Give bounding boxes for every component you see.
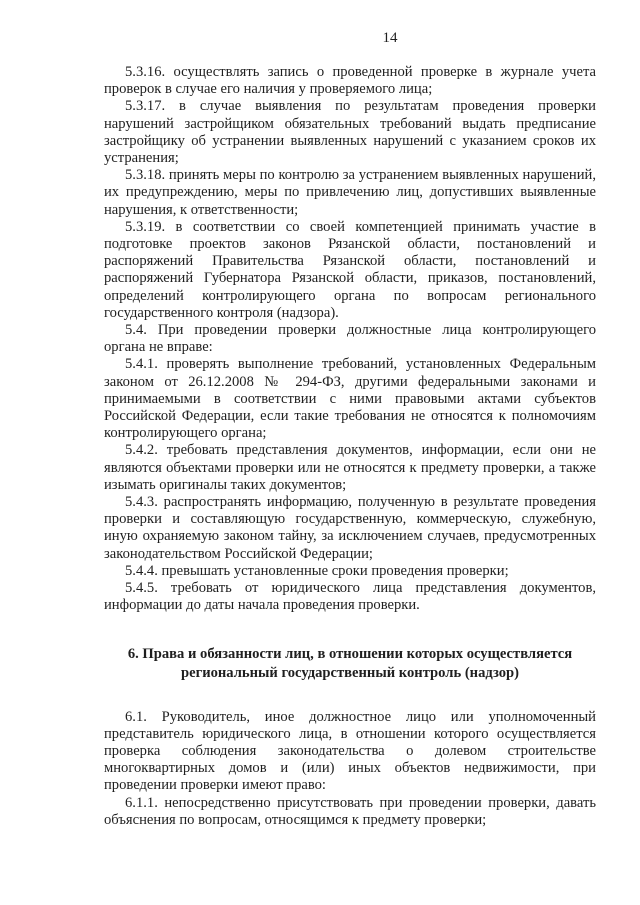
- paragraph-5-4-3: 5.4.3. распространять информацию, полученную в результате проведения проверки и составляющую государственную, коммерческую, служебную, иную охраняемую законом тайну, за исключением случаев, предусмотренных законодательством Российской Федерации;: [104, 494, 596, 562]
- paragraph-5-3-16: 5.3.16. осуществлять запись о проведенной проверке в журнале учета проверок в случае его наличия у проверяемого лица;: [104, 64, 596, 98]
- paragraph-5-4: 5.4. При проведении проверки должностные лица контролирующего органа не вправе:: [104, 322, 596, 356]
- paragraph-5-4-4: 5.4.4. превышать установленные сроки проведения проверки;: [125, 562, 509, 579]
- paragraph-6-1: 6.1. Руководитель, иное должностное лицо или уполномоченный представитель юридического лица, в отношении которого осуществляется проверка соблюдения законодательства о долевом строительстве многоквартирных домов и (или) иных объектов недвижимости, при проведении проверки имеют право:: [104, 708, 596, 794]
- page-number: 14: [382, 30, 398, 46]
- paragraph-5-3-19: 5.3.19. в соответствии со своей компетенцией принимать участие в подготовке проектов законов Рязанской области, постановлений и распоряжений Правительства Рязанской области, постановлений и распоряжений Губернатора Рязанской области, приказов, постановлений, определений контролирующего органа по вопросам регионального государственного контроля (надзора).: [104, 218, 596, 321]
- paragraph-6-1-1: 6.1.1. непосредственно присутствовать при проведении проверки, давать объяснения по вопросам, относящимся к предмету проверки;: [104, 794, 596, 828]
- paragraph-5-4-5: 5.4.5. требовать от юридического лица представления документов, информации до даты начала проведения проверки.: [104, 580, 596, 614]
- paragraph-5-3-17: 5.3.17. в случае выявления по результатам проведения проверки нарушений застройщиком обязательных требований выдать предписание застройщику об устранении выявленных нарушений с указанием сроков их устранения;: [104, 98, 596, 167]
- paragraph-5-4-1: 5.4.1. проверять выполнение требований, установленных Федеральным законом от 26.12.2008 № 294-ФЗ, другими федеральными законами и принимаемыми в соответствии с ними правовыми актами субъектов Российской Федерации, если такие требования не относятся к полномочиям контролирующего органа;: [104, 356, 596, 442]
- paragraph-5-4-2: 5.4.2. требовать представления документов, информации, если они не являются объектами проверки или не относятся к предмету проверки, а также изымать оригиналы таких документов;: [104, 442, 596, 493]
- paragraph-5-3-18: 5.3.18. принять меры по контролю за устранением выявленных нарушений, их предупреждению, меры по привлечению лиц, допустивших выявленные нарушения, к ответственности;: [104, 167, 596, 218]
- section-heading: 6. Права и обязанности лиц, в отношении которых осуществляется региональный государственный контроль (надзор): [127, 645, 573, 681]
